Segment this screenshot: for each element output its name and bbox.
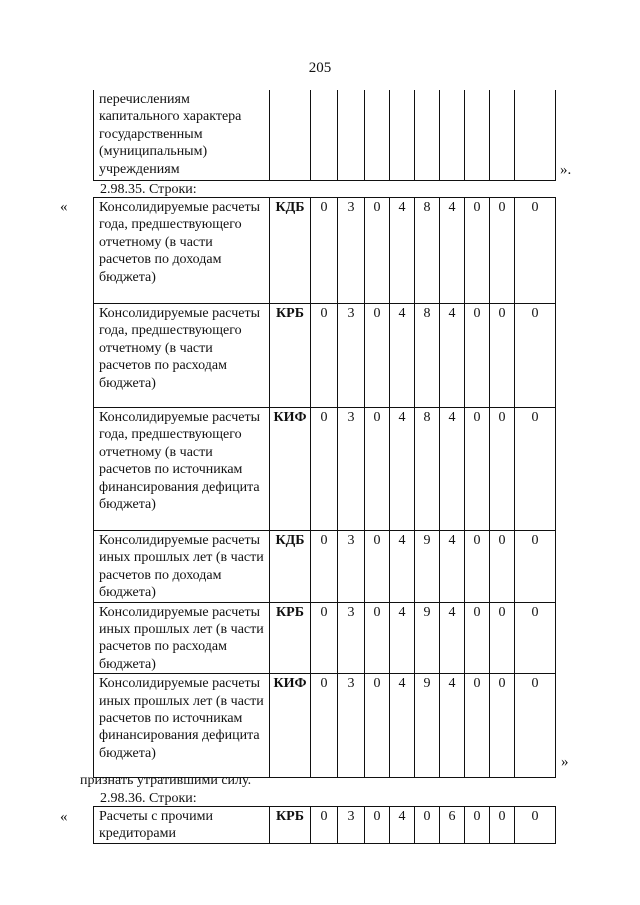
code-digit-cell: 0 bbox=[311, 807, 338, 844]
page-number: 205 bbox=[308, 60, 332, 76]
row-name-cell: Консолидируемые расчеты года, предшествующего отчетному (в части расчетов по расходам бюджета) bbox=[94, 304, 270, 408]
table-section-36 bbox=[93, 806, 556, 844]
budget-code-cell: КРБ bbox=[270, 602, 311, 674]
code-digit-cell: 0 bbox=[490, 198, 515, 304]
row-name-cell: Расчеты с прочими кредиторами bbox=[94, 807, 270, 844]
row-name-cell: Консолидируемые расчеты иных прошлых лет (в части расчетов по расходам бюджета) bbox=[94, 602, 270, 674]
code-digit-cell: 8 bbox=[415, 198, 440, 304]
code-digit-cell: 6 bbox=[440, 807, 465, 844]
code-digit-cell: 3 bbox=[338, 304, 365, 408]
code-digit-cell: 8 bbox=[415, 304, 440, 408]
code-digit-cell: 0 bbox=[515, 304, 556, 408]
code-digit-cell: 4 bbox=[390, 674, 415, 778]
budget-code-cell: КРБ bbox=[270, 807, 311, 844]
table-row bbox=[94, 674, 556, 778]
code-digit-cell: 0 bbox=[365, 408, 390, 531]
code-digit-cell: 0 bbox=[365, 198, 390, 304]
table-row bbox=[94, 408, 556, 531]
code-digit-cell: 3 bbox=[338, 674, 365, 778]
code-digit-cell bbox=[390, 90, 415, 180]
code-digit-cell: 0 bbox=[365, 807, 390, 844]
code-digit-cell: 3 bbox=[338, 602, 365, 674]
code-digit-cell: 0 bbox=[365, 602, 390, 674]
code-digit-cell: 0 bbox=[311, 602, 338, 674]
table-continuation bbox=[93, 90, 556, 181]
code-digit-cell: 0 bbox=[311, 198, 338, 304]
code-digit-cell: 4 bbox=[440, 602, 465, 674]
code-digit-cell: 0 bbox=[465, 304, 490, 408]
code-digit-cell: 0 bbox=[365, 304, 390, 408]
code-digit-cell: 9 bbox=[415, 674, 440, 778]
code-digit-cell: 0 bbox=[465, 674, 490, 778]
code-digit-cell: 0 bbox=[490, 531, 515, 603]
code-digit-cell bbox=[338, 90, 365, 180]
code-digit-cell: 0 bbox=[490, 674, 515, 778]
code-digit-cell: 0 bbox=[415, 807, 440, 844]
row-name-cell: Консолидируемые расчеты года, предшествующего отчетному (в части расчетов по доходам бюджета) bbox=[94, 198, 270, 304]
code-digit-cell bbox=[311, 90, 338, 180]
close-quote-section-35: » bbox=[561, 754, 569, 770]
code-digit-cell: 4 bbox=[440, 408, 465, 531]
code-digit-cell: 0 bbox=[465, 198, 490, 304]
row-name-cell: Консолидируемые расчеты иных прошлых лет (в части расчетов по доходам бюджета) bbox=[94, 531, 270, 603]
code-digit-cell: 0 bbox=[515, 807, 556, 844]
section-35-label: 2.98.35. Строки: bbox=[100, 182, 197, 197]
code-digit-cell: 9 bbox=[415, 531, 440, 603]
code-digit-cell: 4 bbox=[390, 531, 415, 603]
code-digit-cell: 4 bbox=[440, 304, 465, 408]
row-name-cell: перечислениям капитального характера государственным (муниципальным) учреждениям bbox=[94, 90, 270, 180]
code-digit-cell: 0 bbox=[365, 531, 390, 603]
code-digit-cell: 0 bbox=[490, 304, 515, 408]
code-digit-cell bbox=[465, 90, 490, 180]
code-digit-cell: 3 bbox=[338, 807, 365, 844]
code-digit-cell: 0 bbox=[365, 674, 390, 778]
close-quote-block1: ». bbox=[560, 162, 572, 178]
budget-code-cell: КРБ bbox=[270, 304, 311, 408]
budget-code-cell: КИФ bbox=[270, 674, 311, 778]
code-digit-cell: 0 bbox=[515, 602, 556, 674]
code-digit-cell: 0 bbox=[465, 408, 490, 531]
budget-code-cell bbox=[270, 90, 311, 180]
row-name-cell: Консолидируемые расчеты года, предшествующего отчетному (в части расчетов по источникам финансирования дефицита бюджета) bbox=[94, 408, 270, 531]
section-36-label: 2.98.36. Строки: bbox=[100, 791, 197, 806]
code-digit-cell: 0 bbox=[490, 602, 515, 674]
budget-code-cell: КДБ bbox=[270, 198, 311, 304]
code-digit-cell: 0 bbox=[465, 807, 490, 844]
open-quote-section-35: « bbox=[60, 199, 68, 215]
code-digit-cell: 0 bbox=[465, 531, 490, 603]
code-digit-cell: 0 bbox=[515, 408, 556, 531]
code-digit-cell bbox=[365, 90, 390, 180]
table-row bbox=[94, 304, 556, 408]
code-digit-cell: 3 bbox=[338, 198, 365, 304]
open-quote-section-36: « bbox=[60, 809, 68, 825]
code-digit-cell bbox=[415, 90, 440, 180]
budget-code-cell: КИФ bbox=[270, 408, 311, 531]
code-digit-cell: 4 bbox=[390, 602, 415, 674]
code-digit-cell: 3 bbox=[338, 531, 365, 603]
code-digit-cell: 4 bbox=[440, 674, 465, 778]
code-digit-cell: 4 bbox=[390, 408, 415, 531]
code-digit-cell: 0 bbox=[465, 602, 490, 674]
row-name-cell: Консолидируемые расчеты иных прошлых лет (в части расчетов по источникам финансирования дефицита бюджета) bbox=[94, 674, 270, 778]
code-digit-cell: 4 bbox=[390, 304, 415, 408]
code-digit-cell: 0 bbox=[311, 531, 338, 603]
after-text-section-35: признать утратившими силу. bbox=[80, 773, 252, 788]
table-row bbox=[94, 90, 556, 180]
code-digit-cell: 0 bbox=[490, 408, 515, 531]
code-digit-cell: 3 bbox=[338, 408, 365, 531]
table-row bbox=[94, 198, 556, 304]
code-digit-cell: 0 bbox=[515, 674, 556, 778]
table-row bbox=[94, 531, 556, 603]
code-digit-cell: 0 bbox=[311, 408, 338, 531]
code-digit-cell: 0 bbox=[311, 304, 338, 408]
code-digit-cell bbox=[440, 90, 465, 180]
budget-code-cell: КДБ bbox=[270, 531, 311, 603]
code-digit-cell: 4 bbox=[440, 531, 465, 603]
code-digit-cell: 0 bbox=[311, 674, 338, 778]
table-row bbox=[94, 807, 556, 844]
code-digit-cell bbox=[490, 90, 515, 180]
code-digit-cell: 4 bbox=[440, 198, 465, 304]
code-digit-cell: 0 bbox=[490, 807, 515, 844]
code-digit-cell: 8 bbox=[415, 408, 440, 531]
code-digit-cell bbox=[515, 90, 556, 180]
table-section-35 bbox=[93, 197, 556, 778]
code-digit-cell: 0 bbox=[515, 198, 556, 304]
code-digit-cell: 4 bbox=[390, 198, 415, 304]
table-row bbox=[94, 602, 556, 674]
code-digit-cell: 4 bbox=[390, 807, 415, 844]
code-digit-cell: 0 bbox=[515, 531, 556, 603]
code-digit-cell: 9 bbox=[415, 602, 440, 674]
